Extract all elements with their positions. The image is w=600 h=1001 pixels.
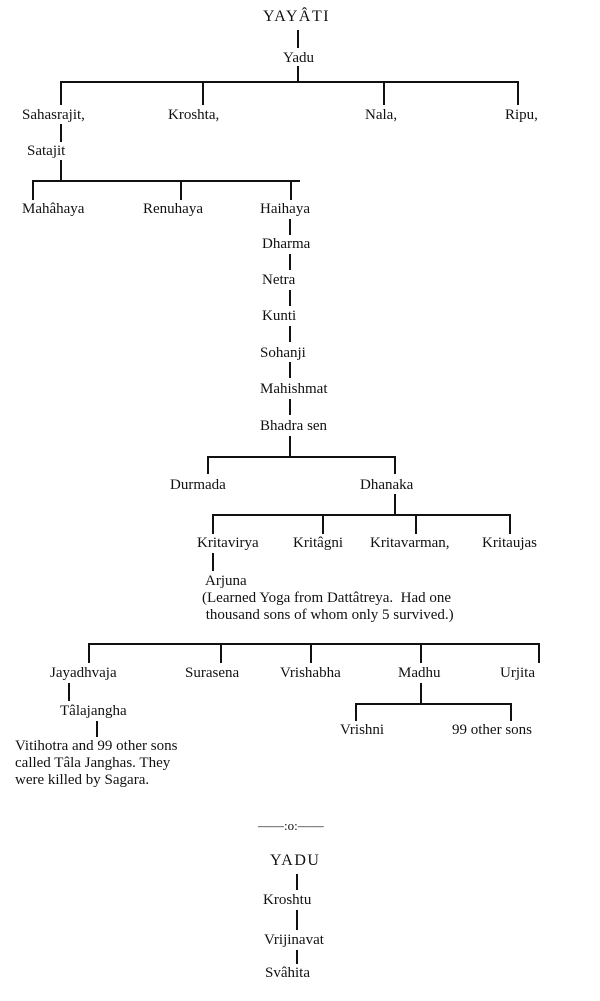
connector — [394, 456, 396, 474]
node-dharma: Dharma — [262, 236, 311, 252]
node-kroshtu: Kroshtu — [263, 892, 312, 908]
node-kroshta: Kroshta, — [168, 107, 220, 123]
connector — [296, 950, 298, 964]
connector — [289, 290, 291, 306]
arjuna-note: (Learned Yoga from Dattâtreya. Had one thousand sons of whom only 5 survived.) — [202, 590, 454, 623]
node-nala: Nala, — [365, 107, 398, 123]
node-svahita: Svâhita — [265, 965, 310, 981]
connector — [60, 124, 62, 142]
node-vrishni: Vrishni — [340, 722, 385, 738]
connector — [538, 643, 540, 663]
connector — [394, 494, 396, 514]
connector — [517, 81, 519, 105]
sibling-bar-dhanaka-sons — [212, 514, 511, 516]
node-vrijinavat: Vrijinavat — [264, 932, 324, 948]
connector — [296, 874, 298, 890]
connector — [322, 514, 324, 534]
node-sahasrajit: Sahasrajit, — [22, 107, 85, 123]
connector — [289, 399, 291, 415]
connector — [88, 643, 90, 663]
sibling-bar-yadu-sons — [60, 81, 519, 83]
node-talajangha: Tâlajangha — [60, 703, 127, 719]
connector — [289, 219, 291, 235]
connector — [355, 703, 357, 721]
node-urjita: Urjita — [500, 665, 535, 681]
section-separator: ——:o:—— — [258, 818, 324, 833]
node-kritagni: Kritâgni — [293, 535, 343, 551]
connector — [180, 180, 182, 200]
sibling-bar-madhu-sons — [355, 703, 512, 705]
connector — [420, 643, 422, 663]
node-kritaujas: Kritaujas — [482, 535, 537, 551]
connector — [289, 436, 291, 456]
node-sohanji: Sohanji — [260, 345, 306, 361]
node-arjuna: Arjuna — [205, 573, 247, 589]
connector — [202, 81, 204, 105]
node-ripu: Ripu, — [505, 107, 538, 123]
node-netra: Netra — [262, 272, 296, 288]
connector — [207, 456, 209, 474]
node-madhu: Madhu — [398, 665, 441, 681]
connector — [297, 30, 299, 48]
root-yayati: YAYÂTI — [263, 8, 331, 25]
sibling-bar-satajit-sons — [32, 180, 300, 182]
root-yadu: YADU — [270, 852, 321, 869]
node-kunti: Kunti — [262, 308, 297, 324]
connector — [96, 721, 98, 737]
connector — [32, 180, 34, 200]
node-99-other-sons: 99 other sons — [452, 722, 532, 738]
connector — [297, 66, 299, 82]
node-kritavirya: Kritavirya — [197, 535, 259, 551]
node-surasena: Surasena — [185, 665, 240, 681]
node-jayadhvaja: Jayadhvaja — [50, 665, 117, 681]
node-vrishabha: Vrishabha — [280, 665, 341, 681]
connector — [212, 553, 214, 571]
connector — [212, 514, 214, 534]
connector — [420, 683, 422, 703]
connector — [60, 160, 62, 180]
connector — [289, 254, 291, 270]
node-haihaya: Haihaya — [260, 201, 310, 217]
node-mahahaya: Mahâhaya — [22, 201, 85, 217]
node-mahishmat: Mahishmat — [260, 381, 328, 397]
connector — [289, 362, 291, 378]
node-kritavarman: Kritavarman, — [370, 535, 450, 551]
connector — [296, 910, 298, 930]
connector — [68, 683, 70, 701]
connector — [289, 326, 291, 342]
connector — [415, 514, 417, 534]
node-yadu: Yadu — [283, 50, 314, 66]
connector — [510, 703, 512, 721]
node-dhanaka: Dhanaka — [360, 477, 414, 493]
connector — [290, 180, 292, 200]
connector — [509, 514, 511, 534]
node-renuhaya: Renuhaya — [143, 201, 203, 217]
connector — [383, 81, 385, 105]
node-satajit: Satajit — [27, 143, 66, 159]
node-durmada: Durmada — [170, 477, 226, 493]
connector — [310, 643, 312, 663]
connector — [220, 643, 222, 663]
sibling-bar-bhadrasen-sons — [207, 456, 396, 458]
sibling-bar-arjuna-sons — [88, 643, 540, 645]
talajangha-note: Vitihotra and 99 other sons called Tâla Janghas. They were killed by Sagara. — [15, 738, 178, 788]
node-bhadrasen: Bhadra sen — [260, 418, 328, 434]
connector — [60, 81, 62, 105]
